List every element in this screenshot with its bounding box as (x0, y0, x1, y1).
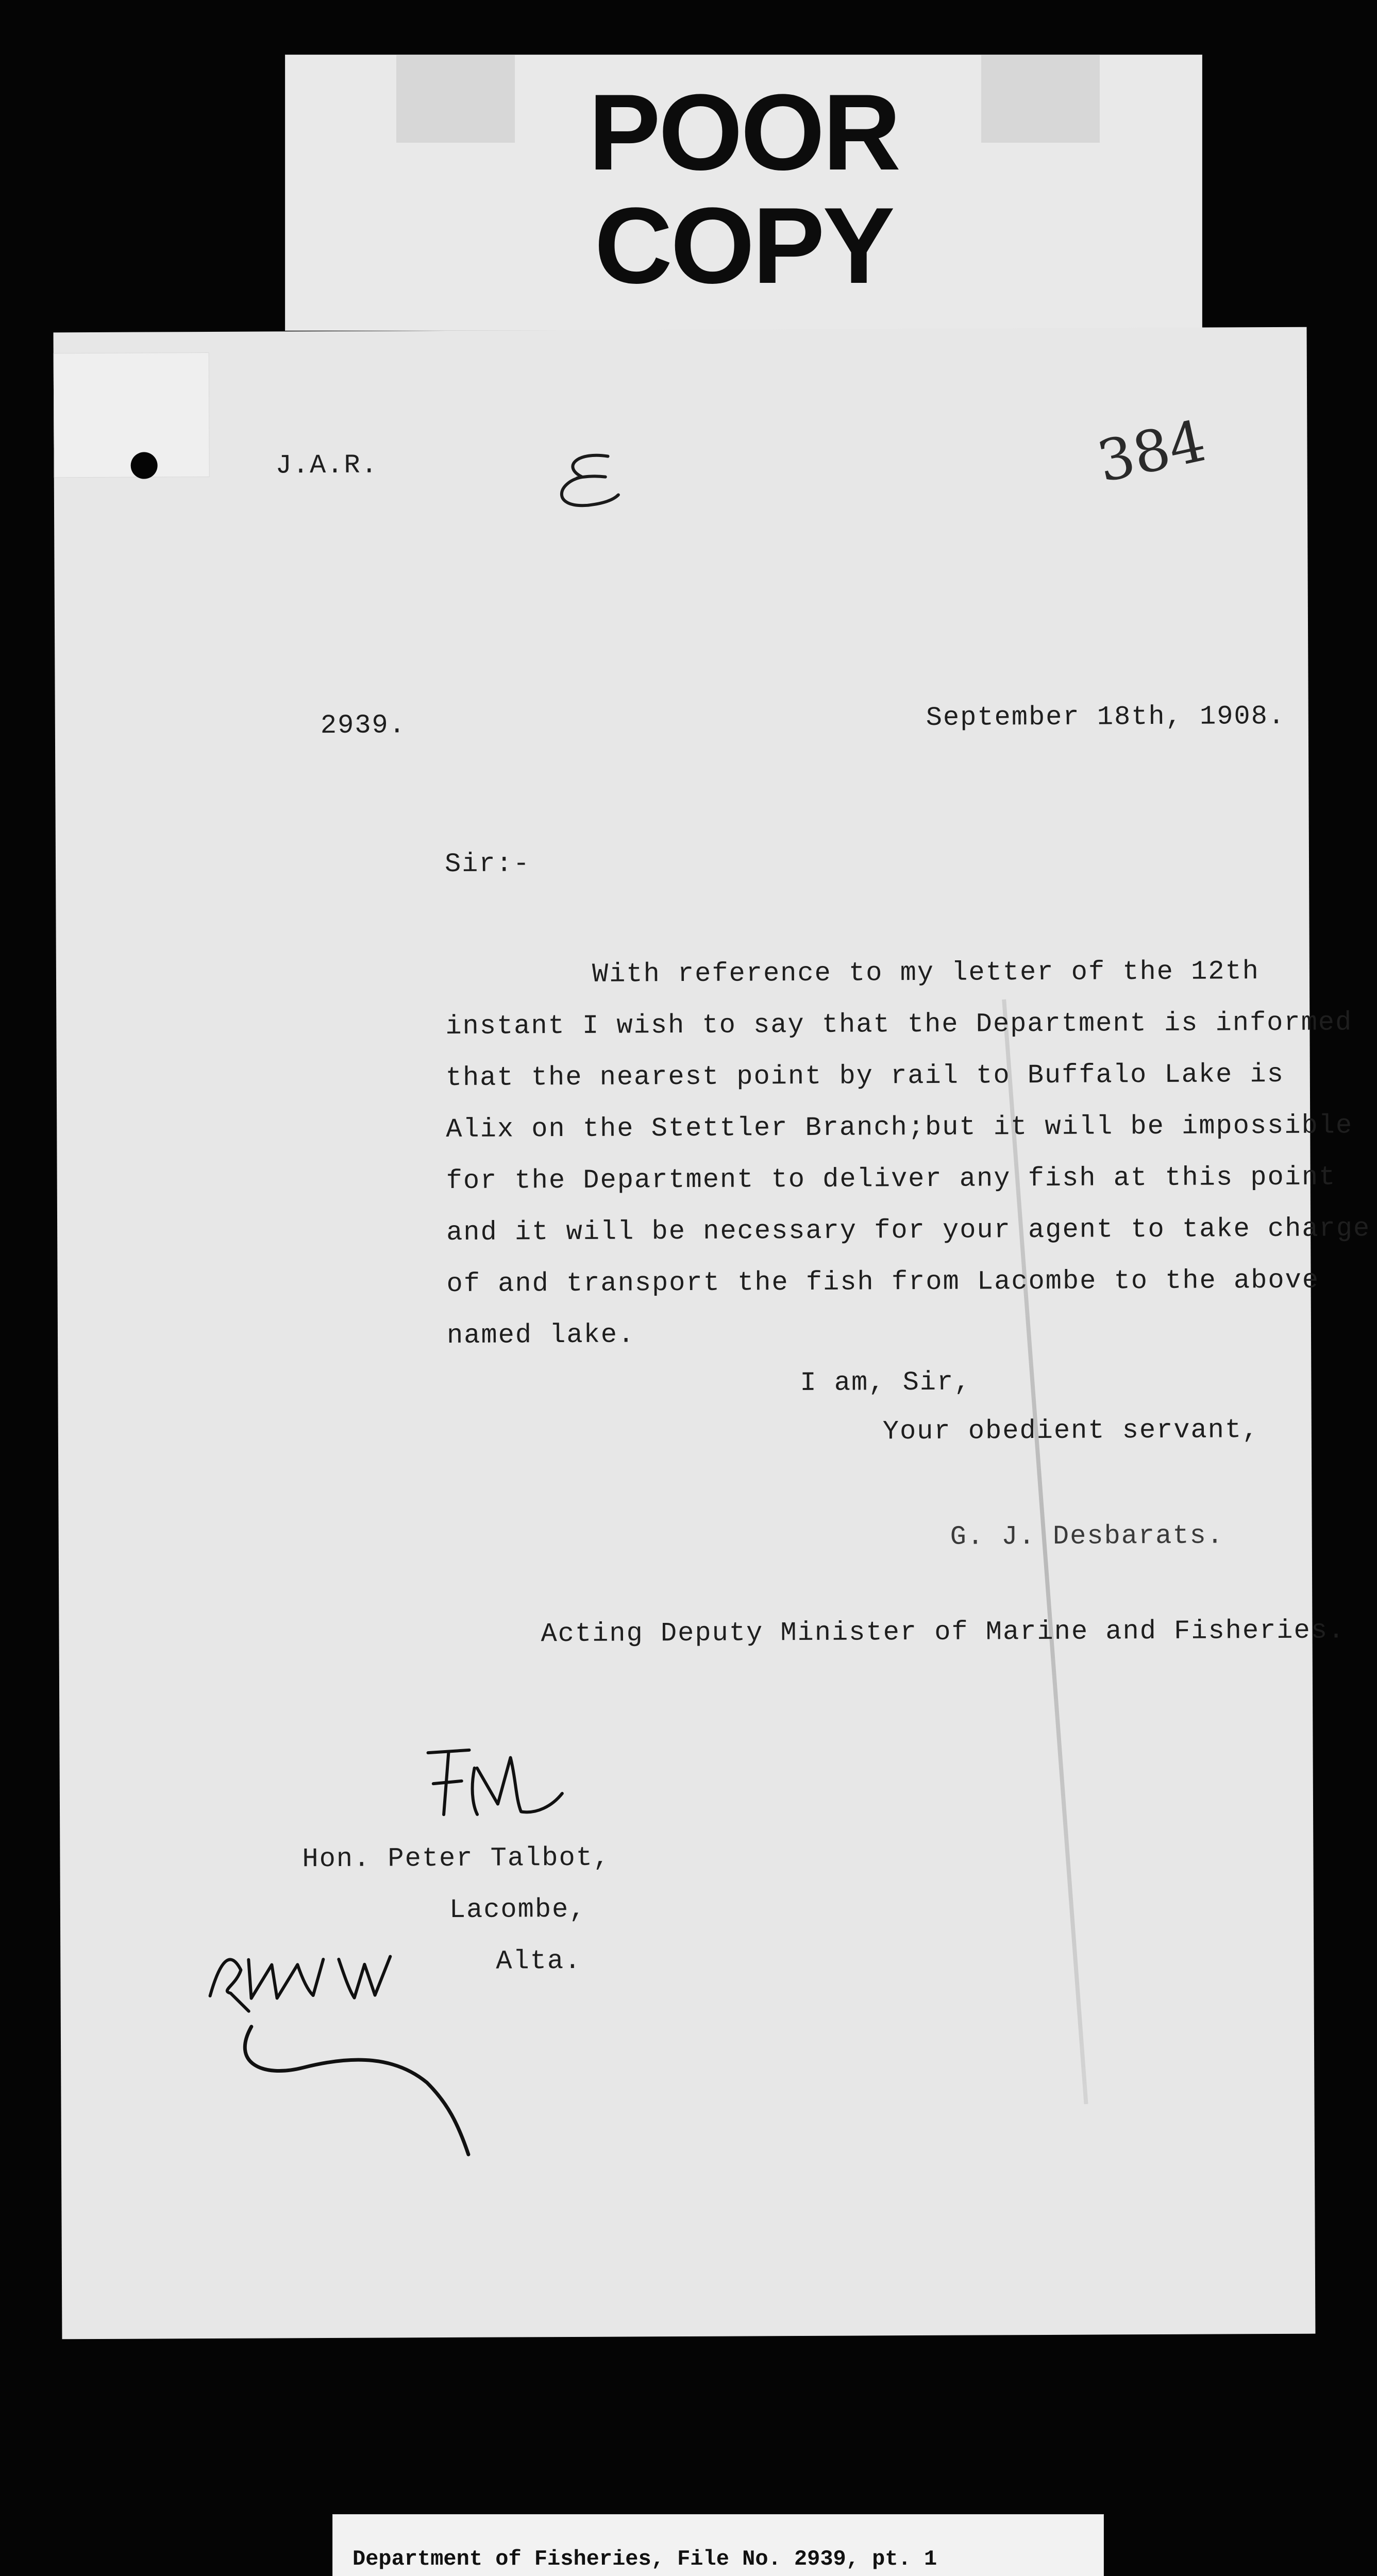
salutation: Sir:- (444, 849, 531, 880)
addressee-province: Alta. (496, 1945, 582, 1977)
handwritten-e-mark (541, 446, 644, 523)
closing-line: I am, Sir, (800, 1367, 971, 1399)
letter-sheet (54, 327, 1371, 2340)
body-line: instant I wish to say that the Department is informed (445, 1007, 1353, 1042)
body-line: named lake. (446, 1319, 635, 1351)
signatory-name: G. J. Desbarats. (950, 1520, 1224, 1552)
file-number: 2939. (320, 710, 407, 741)
file-reference-text: Department of Fisheries, File No. 2939, pt. 1 (352, 2547, 937, 2571)
handwritten-initials-rmw (199, 1927, 520, 2176)
poor-copy-line2: COPY (594, 185, 893, 306)
body-line: that the nearest point by rail to Buffalo Lake is (445, 1059, 1285, 1094)
body-line: and it will be necessary for your agent to take charge (446, 1213, 1371, 1248)
letter-date: September 18th, 1908. (926, 701, 1286, 733)
body-line: With reference to my letter of the 12th (592, 956, 1260, 990)
handwritten-page-number: 384 (1091, 408, 1212, 495)
body-line: Alix on the Stettler Branch;but it will be impossible (446, 1110, 1353, 1145)
body-line: for the Department to deliver any fish at this point (446, 1162, 1336, 1197)
closing-line: Your obedient servant, (882, 1415, 1260, 1447)
poor-copy-label (285, 55, 1202, 331)
signatory-title: Acting Deputy Minister of Marine and Fisheries. (541, 1615, 1346, 1650)
addressee-name: Hon. Peter Talbot, (302, 1842, 611, 1875)
addressee-city: Lacombe, (449, 1894, 586, 1926)
punch-hole (131, 452, 158, 479)
file-reference-slip (332, 2514, 1104, 2576)
poor-copy-line1: POOR (588, 72, 899, 193)
handwritten-initials-fm (412, 1737, 578, 1830)
corner-tab (54, 352, 210, 478)
typist-initials: J.A.R. (275, 450, 379, 481)
body-line: of and transport the fish from Lacombe to the above (446, 1265, 1320, 1300)
